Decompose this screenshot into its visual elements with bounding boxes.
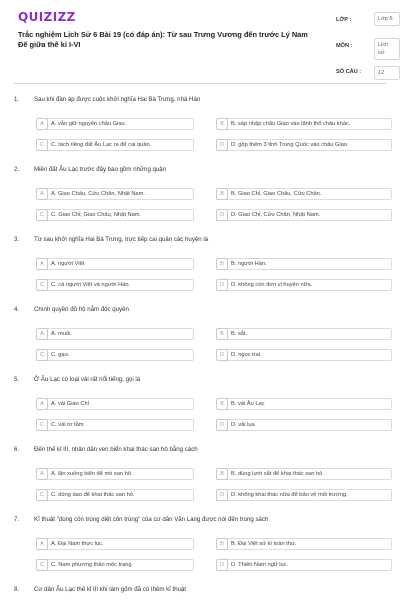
answer-text: D. gộp thêm 3 tỉnh Trung Quốc vào châu Giao. xyxy=(231,142,349,148)
answer-letter-badge: C xyxy=(36,139,48,151)
answer-text: B. người Hán. xyxy=(231,261,267,267)
answer-letter-badge: D xyxy=(216,559,228,571)
question-item xyxy=(14,516,386,586)
question-text xyxy=(14,236,208,243)
question-number: 6. xyxy=(14,446,20,453)
meta-subject-value: Lịch sử xyxy=(374,38,400,60)
answer-text: D. ngọc trai. xyxy=(231,352,262,358)
meta-grade xyxy=(336,12,400,38)
question-item xyxy=(14,96,386,166)
answer-text: C. gạo. xyxy=(51,352,70,358)
answer-letter-badge: B xyxy=(216,258,228,270)
answer-letter-badge: A xyxy=(36,468,48,480)
question-text xyxy=(14,376,140,383)
answer-letter-badge: C xyxy=(36,559,48,571)
answer-text: B. sắt. xyxy=(231,331,248,337)
question-number: 3. xyxy=(14,236,20,243)
answer-letter-badge: A xyxy=(36,328,48,340)
answer-letter-badge: B xyxy=(216,468,228,480)
answer-text: A. lặn xuống biển để mò san hô. xyxy=(51,471,133,477)
answer-text: C. Giao Chỉ, Giao Châu, Nhật Nam. xyxy=(51,212,142,218)
meta-subject-label: MÔN : xyxy=(336,43,353,49)
answer-letter-badge: D xyxy=(216,489,228,501)
answer-text: B. Giao Chỉ, Giao Châu, Cửu Chân. xyxy=(231,191,322,197)
answer-letter-badge: A xyxy=(36,258,48,270)
question-prompt: Cư dân Âu Lạc thế kỉ III khi làm gốm đã có thêm kĩ thuật xyxy=(34,586,187,593)
question-number: 8. xyxy=(14,586,20,593)
answer-text: D. Giao Chỉ, Cửu Chân, Nhật Nam. xyxy=(231,212,321,218)
answer-letter-badge: A xyxy=(36,118,48,130)
question-number: 2. xyxy=(14,166,20,173)
question-text xyxy=(14,586,186,593)
answer-letter-badge: D xyxy=(216,279,228,291)
worksheet-meta xyxy=(336,12,400,90)
question-prompt: Miền đất Âu Lạc trước đây bao gồm những quận xyxy=(34,166,167,173)
worksheet-header xyxy=(14,0,393,84)
answer-text: C. cả người Việt và người Hán. xyxy=(51,282,131,288)
answer-text: A. vẫn giữ nguyên châu Giao. xyxy=(51,121,127,127)
answer-letter-badge: B xyxy=(216,188,228,200)
question-text xyxy=(14,446,198,453)
answer-text: A. Giao Châu, Cửu Chân, Nhật Nam. xyxy=(51,191,145,197)
answer-letter-badge: C xyxy=(36,279,48,291)
answer-text: C. tách riêng đất Âu Lạc ra để cai quản. xyxy=(51,142,152,148)
question-item xyxy=(14,586,386,600)
answer-letter-badge: B xyxy=(216,328,228,340)
answer-letter-badge: B xyxy=(216,118,228,130)
answer-letter-badge: C xyxy=(36,419,48,431)
meta-subject xyxy=(336,38,400,64)
answer-letter-badge: A xyxy=(36,538,48,550)
question-prompt: Từ sau khởi nghĩa Hai Bà Trưng, trực tiếp cai quản các huyện là xyxy=(34,236,209,243)
answer-text: D. vải lụa xyxy=(231,422,255,428)
question-prompt: Đến thế kỉ III, nhân dân ven biển khai thác san hô bằng cách xyxy=(34,446,198,453)
answer-option-box xyxy=(224,328,392,340)
answer-text: B. dùng lưới sắt để khai thác san hô. xyxy=(231,471,324,477)
question-number: 4. xyxy=(14,306,20,313)
question-number: 5. xyxy=(14,376,20,383)
answer-text: C. vải tơ tằm xyxy=(51,422,84,428)
quizizz-logo[interactable]: QUIZIZZ xyxy=(18,10,76,24)
worksheet-title: Trắc nghiệm Lịch Sử 6 Bài 19 (có đáp án): Từ sau Trưng Vương đến trước Lý Nam Đế giữa thế kỉ I-VI xyxy=(18,30,308,49)
answer-text: D. Thiên Nam ngữ lục. xyxy=(231,562,289,568)
question-text xyxy=(14,516,268,523)
question-prompt: Kĩ thuật "dùng côn trùng diệt côn trùng" của cư dân Văn Lang được nói đến trong sách xyxy=(34,516,269,523)
answer-letter-badge: C xyxy=(36,349,48,361)
answer-text: A. người Việt xyxy=(51,261,85,267)
meta-count-value: 12 xyxy=(374,66,400,80)
question-text xyxy=(14,166,166,173)
answer-letter-badge: A xyxy=(36,188,48,200)
answer-text: C. Nam phương thảo mộc trạng xyxy=(51,562,132,568)
question-item xyxy=(14,166,386,236)
meta-count-label: SỐ CÂU : xyxy=(336,69,362,75)
answer-text: B. Đại Việt sử kí toàn thư. xyxy=(231,541,297,547)
question-item xyxy=(14,306,386,376)
answer-letter-badge: D xyxy=(216,139,228,151)
question-item xyxy=(14,446,386,516)
question-prompt: Ở Âu Lạc có loại vải rất nổi tiếng, gọi là xyxy=(34,376,141,383)
answer-letter-badge: A xyxy=(36,398,48,410)
answer-letter-badge: C xyxy=(36,489,48,501)
answer-letter-badge: B xyxy=(216,538,228,550)
meta-question-count xyxy=(336,64,400,90)
answer-letter-badge: D xyxy=(216,419,228,431)
question-item xyxy=(14,236,386,306)
answer-text: C. dùng dao để khai thác san hô. xyxy=(51,492,135,498)
answer-text: B. sáp nhập châu Giao vào lãnh thổ châu khác. xyxy=(231,121,351,127)
question-number: 7. xyxy=(14,516,20,523)
question-prompt: Sau khi đàn áp được cuộc khởi nghĩa Hai Bà Trưng, nhà Hán xyxy=(34,96,201,103)
question-prompt: Chính quyền đô hộ nắm độc quyền xyxy=(34,306,129,313)
answer-letter-badge: B xyxy=(216,398,228,410)
question-number: 1. xyxy=(14,96,20,103)
question-text xyxy=(14,96,200,103)
question-text xyxy=(14,306,129,313)
answer-letter-badge: C xyxy=(36,209,48,221)
question-list xyxy=(14,96,386,600)
answer-letter-badge: D xyxy=(216,349,228,361)
answer-text: D. không còn đơn vị huyện nữa. xyxy=(231,282,313,288)
answer-text: A. Đại Nam thực lục. xyxy=(51,541,104,547)
answer-text: B. vải Âu Lạc xyxy=(231,401,265,407)
answer-text: D. không khai thác nữa để bảo vệ môi trường. xyxy=(231,492,348,498)
answer-text: A. vải Giao Chỉ xyxy=(51,401,89,407)
answer-letter-badge: D xyxy=(216,209,228,221)
meta-grade-label: LỚP : xyxy=(336,17,352,23)
meta-grade-value: Lớp 6 xyxy=(374,12,400,26)
question-item xyxy=(14,376,386,446)
answer-text: A. muối. xyxy=(51,331,72,337)
